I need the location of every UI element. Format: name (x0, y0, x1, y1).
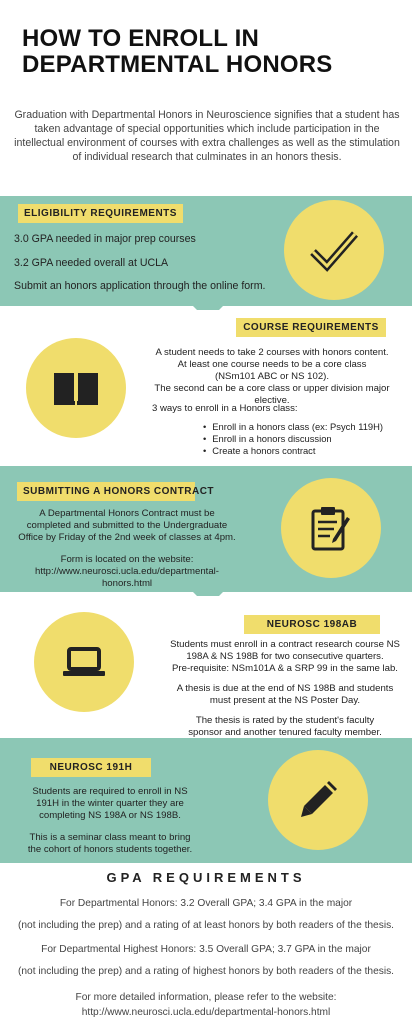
contract-label: SUBMITTING A HONORS CONTRACT (17, 482, 195, 501)
title-line-2: DEPARTMENTAL HONORS (22, 51, 333, 78)
eligibility-label: ELIGIBILITY REQUIREMENTS (18, 204, 183, 223)
neurosc198-line-1: Students must enroll in a contract research course NS (170, 639, 400, 650)
course-ways: 3 ways to enroll in a Honors class: (152, 403, 298, 414)
neurosc198-section (0, 596, 412, 738)
title-line-1: HOW TO ENROLL IN (22, 25, 259, 52)
course-text (142, 347, 402, 407)
list-item: • Enroll in a honors discussion (203, 433, 383, 445)
neurosc198-line-5: must present at the NS Poster Day. (209, 695, 361, 706)
course-label: COURSE REQUIREMENTS (236, 318, 386, 337)
eligibility-icon-circle (284, 200, 384, 300)
neurosc191-section (0, 738, 412, 863)
course-bullet-list (203, 421, 383, 457)
neurosc191-icon-circle (268, 750, 368, 850)
pencil-icon (298, 780, 338, 820)
gpa-line-1: For Departmental Honors: 3.2 Overall GPA; 3.4 GPA in the major (59, 898, 353, 909)
eligibility-line-2: 3.2 GPA needed overall at UCLA (14, 257, 169, 269)
course-line-2: At least one course needs to be a core class (177, 359, 367, 370)
neurosc198-line-7: sponsor and another tenured faculty member. (188, 727, 382, 738)
neurosc191-line-4: This is a seminar class meant to bring (29, 832, 191, 843)
contract-line-5: http://www.neurosci.ucla.edu/departmental- (35, 566, 219, 577)
course-line-1: A student needs to take 2 courses with honors content. (155, 347, 389, 358)
neurosc191-line-1: Students are required to enroll in NS (32, 786, 188, 797)
contract-line-1: A Departmental Honors Contract must be (39, 508, 215, 519)
checkmark-icon (309, 228, 359, 272)
neurosc191-label: NEUROSC 191H (31, 758, 151, 777)
contract-line-6: honors.html (101, 578, 153, 589)
gpa-line-5: For more detailed information, please refer to the website: (75, 992, 337, 1003)
gpa-line-2: (not including the prep) and a rating of at least honors by both readers of the thesis. (17, 920, 395, 931)
course-line-3: (NSm101 ABC or NS 102). (214, 371, 330, 382)
eligibility-line-1: 3.0 GPA needed in major prep courses (14, 233, 196, 245)
book-icon (52, 369, 100, 407)
gpa-heading: GPA REQUIREMENTS (106, 870, 306, 885)
course-section (0, 310, 412, 460)
eligibility-line-3: Submit an honors application through the online form. (14, 280, 266, 292)
contract-line-4: Form is located on the website: (60, 554, 194, 565)
list-item: • Create a honors contract (203, 445, 383, 457)
neurosc198-label: NEUROSC 198AB (244, 615, 380, 634)
page-title (22, 26, 392, 78)
contract-line-3: Office by Friday of the 2nd week of classes at 4pm. (18, 532, 236, 543)
neurosc198-line-3: Pre-requisite: NSm101A & a SRP 99 in the same lab. (172, 663, 398, 674)
gpa-line-4: (not including the prep) and a rating of highest honors by both readers of the thesis. (17, 966, 395, 977)
list-item: • Enroll in a honors class (ex: Psych 119H) (203, 421, 383, 433)
laptop-icon (62, 646, 106, 678)
course-icon-circle (26, 338, 126, 438)
contract-line-2: completed and submitted to the Undergraduate (26, 520, 228, 531)
neurosc198-icon-circle (34, 612, 134, 712)
gpa-website-link[interactable]: http://www.neurosci.ucla.edu/departmental-honors.html (81, 1007, 331, 1018)
eligibility-section (0, 196, 412, 306)
neurosc198-line-4: A thesis is due at the end of NS 198B and students (176, 683, 394, 694)
contract-section (0, 466, 412, 592)
gpa-line-3: For Departmental Highest Honors: 3.5 Overall GPA; 3.7 GPA in the major (41, 944, 371, 955)
intro-paragraph: Graduation with Departmental Honors in Neuroscience signifies that a student has taken advantage of special opportunities which include participation in the intellectual environment of courses with extra challenges as well as the stimulation of individual research that culminates in an honors thesis. (14, 109, 400, 163)
clipboard-icon (310, 505, 352, 551)
neurosc191-line-2: 191H in the winter quarter they are (36, 798, 184, 809)
neurosc191-line-5: the cohort of honors students together. (27, 844, 193, 855)
neurosc198-line-6: The thesis is rated by the student's faculty (195, 715, 375, 726)
neurosc198-text (160, 639, 410, 739)
neurosc198-line-2: 198A & NS 198B for two consecutive quarters. (186, 651, 384, 662)
contract-icon-circle (281, 478, 381, 578)
neurosc191-line-3: completing NS 198A or NS 198B. (39, 810, 181, 821)
contract-text (4, 508, 250, 590)
neurosc191-text (10, 786, 210, 856)
course-line-4: The second can be a core class or upper division major elective. (154, 383, 390, 406)
